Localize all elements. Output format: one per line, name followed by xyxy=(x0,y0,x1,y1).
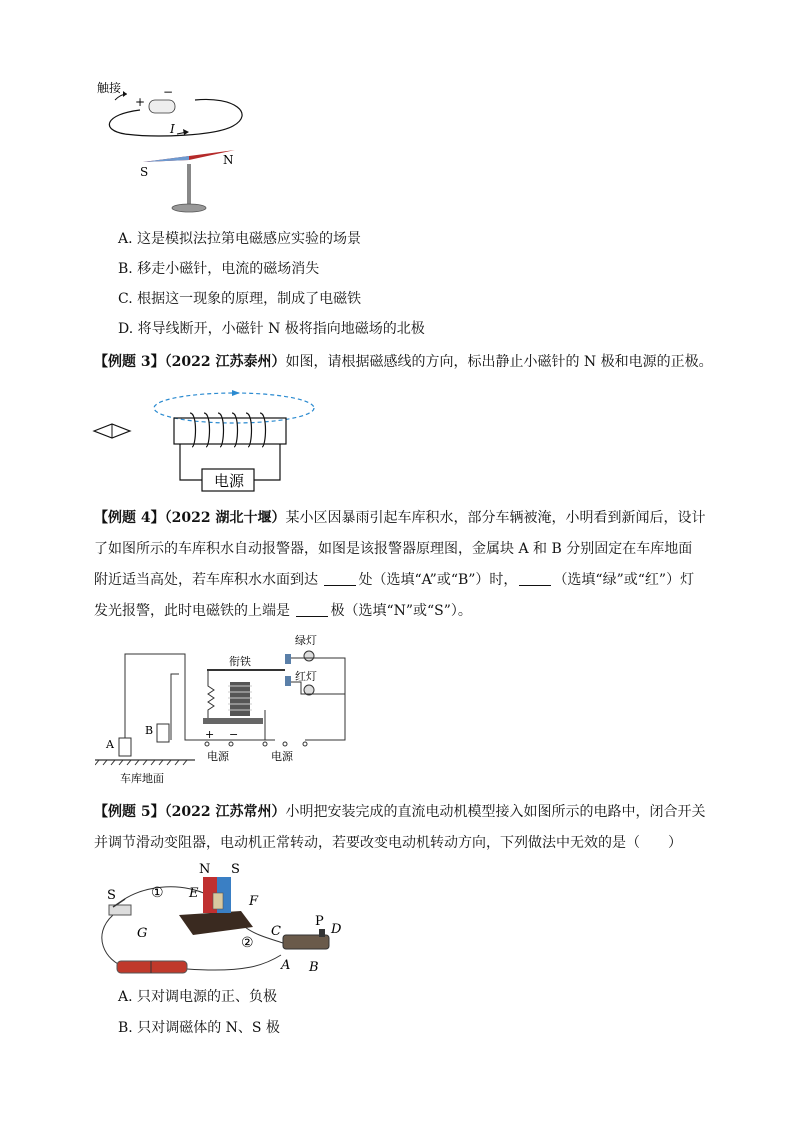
example-3-text: 如图，请根据磁感线的方向，标出静止小磁针的 N 极和电源的正极。 xyxy=(285,354,713,370)
block-a-label: A xyxy=(106,738,114,751)
example-5 xyxy=(94,797,706,859)
battery-icon xyxy=(149,100,175,113)
minus-label: − xyxy=(163,85,174,99)
field-arrow-icon xyxy=(232,390,240,396)
switch-icon[interactable] xyxy=(109,905,131,915)
motor-circuit-figure xyxy=(95,855,355,983)
current-label: I xyxy=(170,122,175,136)
ground-label: 车库地面 xyxy=(120,772,164,785)
power-1-label: 电源 xyxy=(207,750,229,763)
ex5-option-a: A. 只对调电源的正、负极 xyxy=(118,989,278,1005)
touch-label: 触接 xyxy=(97,81,122,95)
stand-base-icon xyxy=(172,204,206,212)
switch-label: S xyxy=(107,888,116,903)
option-b: B. 移走小磁针，电流的磁场消失 xyxy=(118,261,320,277)
power-2-label: 电源 xyxy=(271,750,293,763)
example-4-text1: 某小区因暴雨引起车库积水，部分车辆被淹，小明看到新闻后，设计了如图所示的车库积水自动报警器，如图是该报警器原理图，金属块 A 和 B 分别固定在车库地面附近适当高处，若车库积水水面到达 xyxy=(94,510,706,588)
motor-base-icon xyxy=(179,911,253,935)
c-label: C xyxy=(271,924,281,939)
plus-terminal-label: + xyxy=(205,728,215,741)
alarm-circuit-figure xyxy=(95,630,355,786)
solenoid-core xyxy=(174,418,286,444)
n-pole-label: N xyxy=(199,862,211,877)
wire-1-label: ① xyxy=(151,885,164,901)
example-5-source: （2022 江苏常州） xyxy=(164,804,286,820)
example-3-source: （2022 江苏泰州） xyxy=(164,354,286,370)
solenoid-figure xyxy=(90,380,330,496)
b-label: B xyxy=(309,960,319,975)
block-b xyxy=(157,724,169,742)
rheostat-slider[interactable] xyxy=(319,929,325,937)
option-a: A. 这是模拟法拉第电磁感应实验的场景 xyxy=(118,231,362,247)
answer-blank-1[interactable] xyxy=(324,571,356,586)
example-5-text: 小明把安装完成的直流电动机模型接入如图所示的电路中，闭合开关并调节滑动变阻器，电动机正常转动，若要改变电动机转动方向，下列做法中无效的是（ ） xyxy=(94,804,706,851)
example-3-tag: 【例题 3】 xyxy=(94,354,165,370)
s-pole-label: S xyxy=(231,862,240,877)
power-source-label: 电源 xyxy=(214,472,245,490)
example-3 xyxy=(94,352,713,372)
south-label: S xyxy=(140,165,149,179)
ex5-option-b: B. 只对调磁体的 N、S 极 xyxy=(118,1020,280,1036)
red-lamp-label: 红灯 xyxy=(295,670,317,683)
north-label: N xyxy=(223,153,234,167)
example-4-text4: 极（选填“N”或“S”）。 xyxy=(330,603,472,619)
example-5-tag: 【例题 5】 xyxy=(94,804,165,820)
electromagnet-icon xyxy=(230,682,250,716)
f-label: F xyxy=(249,894,259,909)
p-label: P xyxy=(315,914,324,929)
a-label: A xyxy=(281,958,291,973)
block-b-label: B xyxy=(145,724,154,737)
option-d: D. 将导线断开，小磁针 N 极将指向地磁场的北极 xyxy=(118,321,425,337)
green-lamp-label: 绿灯 xyxy=(295,634,317,647)
plus-label: + xyxy=(135,95,146,109)
coil-icon xyxy=(213,893,223,909)
armature-label: 衔铁 xyxy=(229,655,251,668)
needle-south-icon xyxy=(143,156,189,162)
green-lamp-icon xyxy=(304,651,314,661)
option-c: C. 根据这一现象的原理，制成了电磁铁 xyxy=(118,291,362,307)
answer-blank-2[interactable] xyxy=(519,571,551,586)
oersted-figure xyxy=(95,78,255,218)
example-4-text2: 处（选填“A”或“B”）时， xyxy=(358,572,518,588)
example-4-tag: 【例题 4】 xyxy=(94,510,165,526)
wire-2-label: ② xyxy=(241,935,254,951)
g-label: G xyxy=(137,926,148,941)
minus-terminal-label: − xyxy=(229,728,239,741)
rheostat-icon[interactable] xyxy=(283,935,329,949)
answer-blank-3[interactable] xyxy=(296,602,328,617)
battery-pack-icon xyxy=(117,961,187,973)
example-4-text3: （选填“绿”或“红”）灯发光报警，此时电磁铁的上端是 xyxy=(94,572,695,619)
block-a xyxy=(119,738,131,756)
e-label: E xyxy=(189,886,199,901)
d-label: D xyxy=(331,922,342,937)
example-4 xyxy=(94,503,706,627)
example-4-source: （2022 湖北十堰） xyxy=(164,510,286,526)
